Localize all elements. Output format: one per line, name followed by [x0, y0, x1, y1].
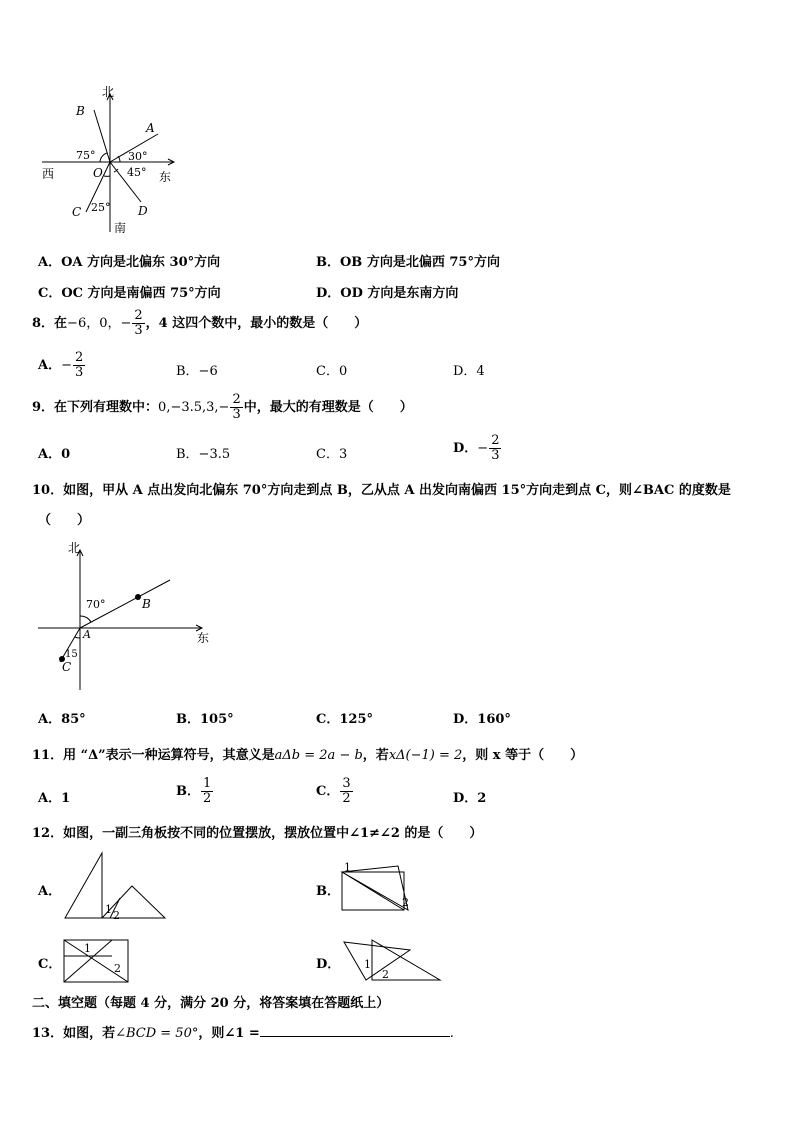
label-B: B	[76, 104, 85, 118]
angle-45: 45°	[127, 166, 147, 179]
q12-figure-b	[338, 858, 418, 914]
compass-figure-2	[34, 538, 214, 692]
q8-option-b: B．−6	[176, 364, 218, 379]
q12-option-a-label: A．	[38, 884, 62, 899]
q11-option-c: C． $\frac{3}{2}$	[316, 776, 351, 806]
q8-option-d: D．4	[453, 364, 485, 379]
q11-option-d: D．2	[453, 791, 487, 806]
q10-option-c: C．125°	[316, 712, 373, 727]
north-label: 北	[102, 85, 115, 99]
angle-75: 75°	[76, 149, 96, 162]
angle-25: 25°	[91, 201, 111, 214]
q12-option-d-label: D．	[316, 957, 341, 972]
q10-option-a: A．85°	[38, 712, 86, 727]
q7-option-d: D．OD 方向是东南方向	[316, 286, 459, 301]
svg-text:2: 2	[402, 896, 409, 909]
svg-text:2: 2	[113, 909, 120, 922]
q10-option-d: D．160°	[453, 712, 511, 727]
svg-text:1: 1	[364, 958, 371, 971]
north-label: 北	[68, 541, 81, 555]
svg-text:1: 1	[84, 942, 91, 955]
label-C: C	[72, 205, 82, 219]
east-label: 东	[159, 170, 172, 184]
compass-figure-1	[38, 84, 188, 236]
q9-option-c: C．3	[316, 447, 348, 462]
q12-option-c-label: C．	[38, 957, 62, 972]
q12-option-b-label: B．	[316, 884, 340, 899]
question-9-stem: 9．在下列有理数中：0,−3.5,3,− $\frac{2}{3}$ 中，最大的有理数是（ ）	[32, 392, 413, 422]
q7-option-a: A．OA 方向是北偏东 30°方向	[38, 255, 221, 270]
label-D: D	[138, 204, 148, 218]
svg-text:2: 2	[382, 968, 389, 981]
q9-option-d: D．− $\frac{2}{3}$	[453, 433, 500, 463]
q11-option-b: B． $\frac{1}{2}$	[176, 776, 212, 806]
q12-figure-a	[62, 850, 168, 922]
q12-figure-c	[60, 936, 132, 984]
question-11-stem: 11．用 “Δ”表示一种运算符号，其意义是aΔb = 2a − b，若xΔ(−1) = 2，则 x 等于（ ）	[32, 748, 584, 763]
question-12-stem: 12．如图，一副三角板按不同的位置摆放，摆放位置中∠1≠∠2 的是（ ）	[32, 826, 483, 841]
q12-figure-d	[340, 938, 444, 984]
section-2-heading: 二、填空题（每题 4 分，满分 20 分，将答案填在答题纸上）	[32, 996, 390, 1011]
east-label: 东	[197, 631, 210, 645]
q11-option-a: A．1	[38, 791, 71, 806]
q8-option-c: C．0	[316, 364, 348, 379]
question-8-stem: 8．在−6，0，− $\frac{2}{3}$ ，4 这四个数中，最小的数是（ ）	[32, 308, 368, 338]
label-O: O	[93, 166, 103, 180]
q9-option-a: A．0	[38, 447, 71, 462]
angle-30: 30°	[128, 150, 148, 163]
q9-option-b: B．−3.5	[176, 447, 231, 462]
svg-text:1: 1	[344, 861, 351, 874]
q10-option-b: B．105°	[176, 712, 234, 727]
label-B: B	[142, 597, 151, 611]
svg-text:2: 2	[114, 962, 121, 975]
question-10-bracket: （ ）	[38, 513, 91, 528]
point-B	[135, 594, 141, 600]
q8-option-a: A．− $\frac{2}{3}$	[38, 350, 84, 380]
svg-text:1: 1	[105, 903, 112, 916]
west-label: 西	[42, 167, 55, 181]
answer-blank[interactable]	[260, 1024, 450, 1037]
question-10-stem: 10．如图，甲从 A 点出发向北偏东 70°方向走到点 B，乙从点 A 出发向南偏西 15°方向走到点 C，则∠BAC 的度数是	[32, 483, 731, 498]
angle-15: 15	[65, 649, 78, 660]
label-A: A	[83, 628, 91, 641]
q7-option-c: C．OC 方向是南偏西 75°方向	[38, 286, 221, 301]
label-A: A	[146, 121, 155, 135]
q7-option-b: B．OB 方向是北偏西 75°方向	[316, 255, 500, 270]
angle-70: 70°	[86, 598, 106, 611]
south-label: 南	[114, 221, 127, 235]
question-13-stem: 13．如图，若∠BCD = 50°，则∠1 = .	[32, 1026, 454, 1041]
label-C: C	[62, 660, 72, 674]
